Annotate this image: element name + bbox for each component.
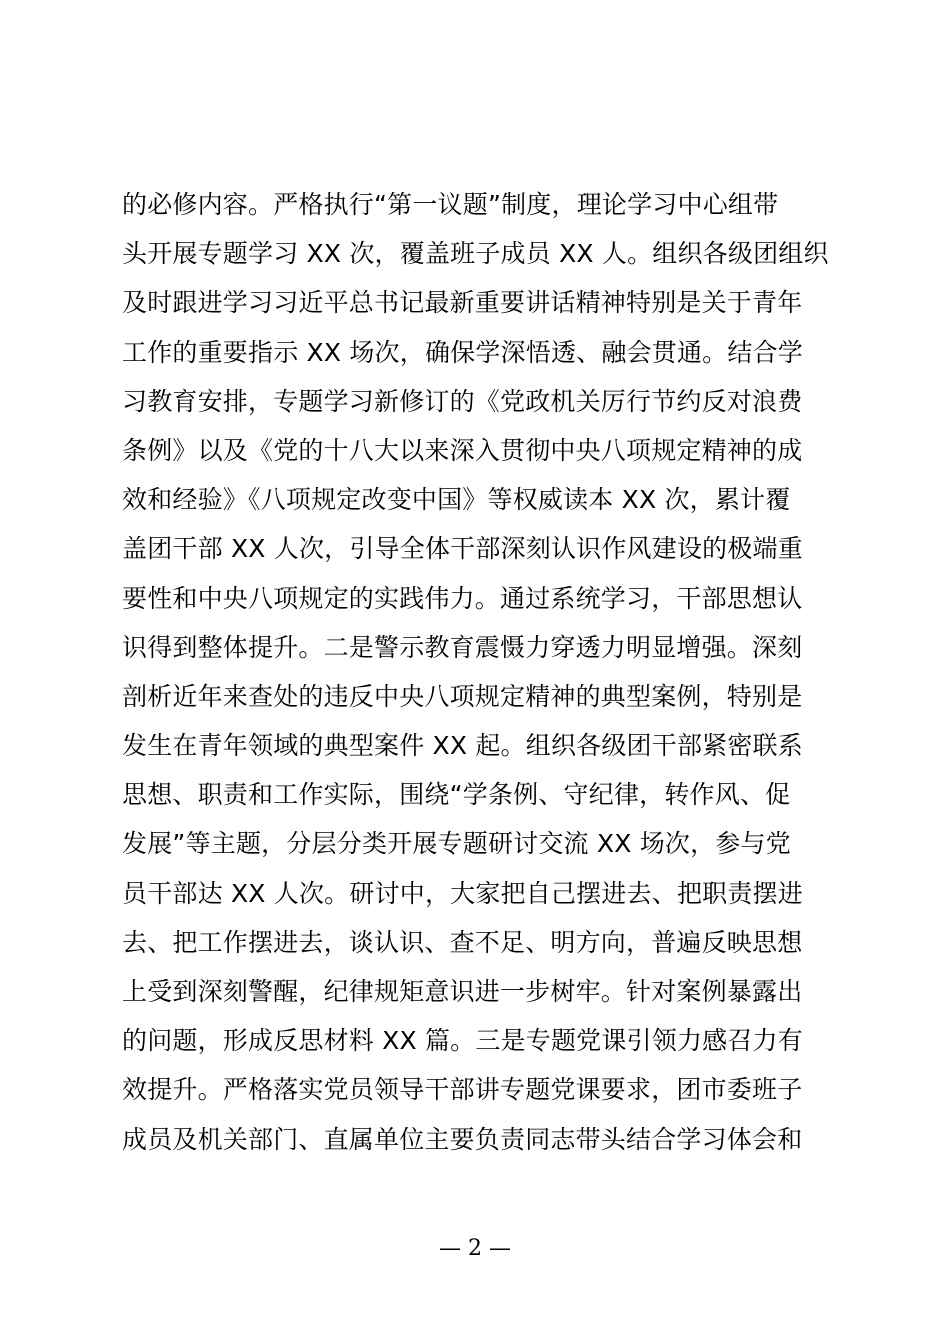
text-line: 工作的重要指示 XX 场次，确保学深悟透、融会贯通。结合学 [122, 337, 803, 367]
text-line: 盖团干部 XX 人次，引导全体干部深刻认识作风建设的极端重 [122, 534, 803, 564]
text-line: 的问题，形成反思材料 XX 篇。三是专题党课引领力感召力有 [122, 1026, 803, 1056]
text-line: 思想、职责和工作实际，围绕“学条例、守纪律，转作风、促 [122, 780, 791, 810]
text-line: 的必修内容。严格执行“第一议题”制度，理论学习中心组带 [122, 190, 779, 219]
text-line: 发展”等主题，分层分类开展专题研讨交流 XX 场次，参与党 [122, 829, 791, 859]
text-line: 效提升。严格落实党员领导干部讲专题党课要求，团市委班子 [122, 1075, 803, 1105]
text-line: 成员及机关部门、直属单位主要负责同志带头结合学习体会和 [122, 1124, 803, 1154]
text-line: 识得到整体提升。二是警示教育震慑力穿透力明显增强。深刻 [122, 632, 803, 662]
text-line: 头开展专题学习 XX 次，覆盖班子成员 XX 人。组织各级团组织 [122, 239, 829, 269]
text-line: 员干部达 XX 人次。研讨中，大家把自己摆进去、把职责摆进 [122, 878, 803, 908]
text-line: 剖析近年来查处的违反中央八项规定精神的典型案例，特别是 [122, 681, 803, 711]
text-line: 发生在青年领域的典型案件 XX 起。组织各级团干部紧密联系 [122, 731, 803, 761]
text-line: 条例》以及《党的十八大以来深入贯彻中央八项规定精神的成 [122, 435, 803, 465]
text-line: 要性和中央八项规定的实践伟力。通过系统学习，干部思想认 [122, 583, 803, 613]
text-line: 习教育安排，专题学习新修订的《党政机关厉行节约反对浪费 [122, 386, 803, 416]
text-line: 去、把工作摆进去，谈认识、查不足、明方向，普遍反映思想 [122, 927, 803, 957]
page-number: — 2 — [439, 1236, 511, 1261]
text-line: 上受到深刻警醒，纪律规矩意识进一步树牢。针对案例暴露出 [122, 977, 803, 1006]
text-line: 及时跟进学习习近平总书记最新重要讲话精神特别是关于青年 [122, 288, 803, 318]
body-text [122, 180, 842, 1164]
text-line: 效和经验》《八项规定改变中国》等权威读本 XX 次，累计覆 [122, 485, 791, 515]
